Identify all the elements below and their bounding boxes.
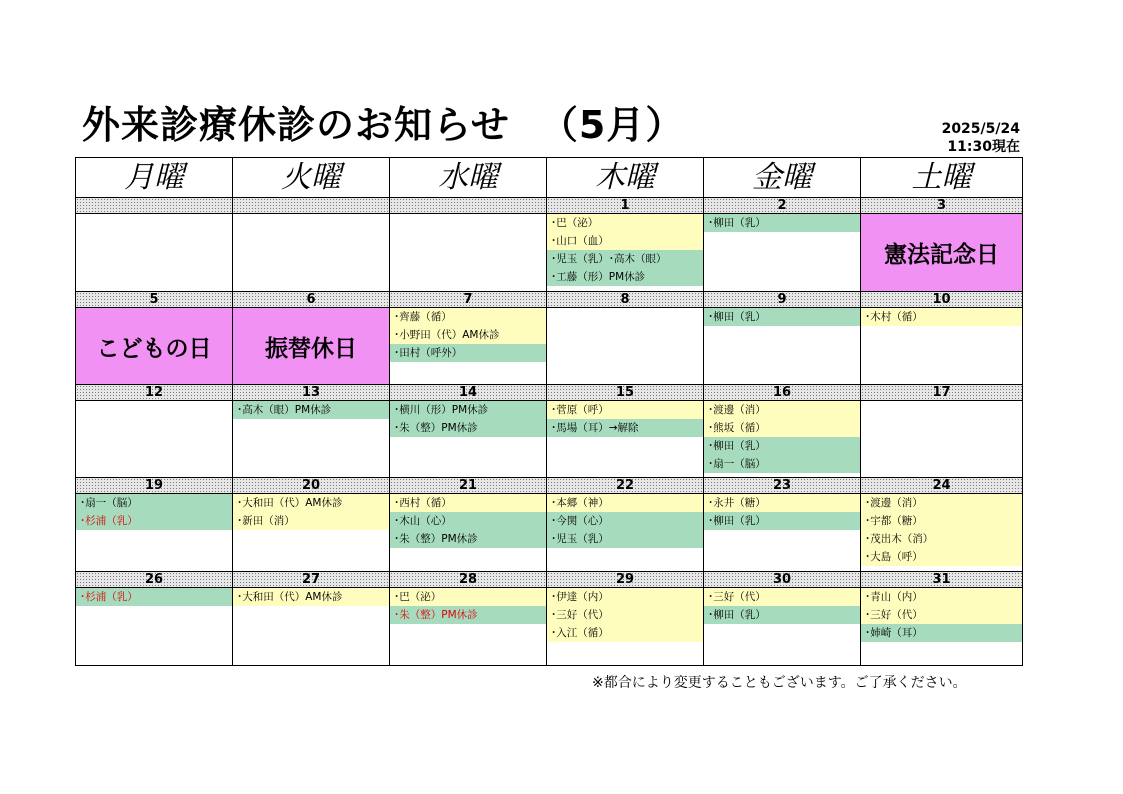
closure-entry: ･朱（整）PM休診 [390,530,546,548]
day-number [76,198,232,214]
closure-entry: ･柳田（乳） [704,437,860,455]
closure-entry: ･児玉（乳） [547,530,703,548]
closure-entry: ･柳田（乳） [704,214,860,232]
day-number: 16 [704,385,860,401]
week-row [76,572,1022,665]
week-row [76,198,1022,292]
closure-entry: ･小野田（代）AM休診 [390,326,546,344]
closure-entry: ･大島（呼） [861,548,1022,566]
day-cell [76,385,233,477]
day-cell [547,198,704,291]
closure-entry: ･山口（血） [547,232,703,250]
day-number: 26 [76,572,232,588]
day-number: 15 [547,385,703,401]
closure-entry: ･柳田（乳） [704,512,860,530]
closure-list [704,214,860,232]
calendar-grid [75,157,1023,666]
closure-list [861,588,1022,642]
weekday-wednesday: 水曜 [390,158,547,197]
closure-entry: ･横川（形）PM休診 [390,401,546,419]
closure-entry: ･巴（泌） [390,588,546,606]
day-cell [233,292,390,384]
closure-entry: ･入江（循） [547,624,703,642]
day-number [233,198,389,214]
closure-entry: ･杉浦（乳） [76,512,232,530]
closure-list [704,308,860,326]
day-cell [390,478,547,571]
week-row [76,292,1022,385]
closure-list [233,588,389,606]
week-row [76,478,1022,572]
weekday-tuesday: 火曜 [233,158,390,197]
closure-entry: ･柳田（乳） [704,308,860,326]
day-cell [704,198,861,291]
holiday-label: こどもの日 [76,308,232,384]
closure-entry: ･本郷（神） [547,494,703,512]
closure-list [390,494,546,548]
day-number: 12 [76,385,232,401]
day-cell [390,292,547,384]
closure-entry: ･永井（糖） [704,494,860,512]
day-number: 20 [233,478,389,494]
day-cell [861,572,1022,665]
closure-entry: ･菅原（呼） [547,401,703,419]
day-number: 17 [861,385,1022,401]
day-number: 5 [76,292,232,308]
day-cell [76,572,233,665]
day-cell [76,198,233,291]
day-number: 14 [390,385,546,401]
day-number: 24 [861,478,1022,494]
day-cell [390,385,547,477]
title-month: （5月） [539,103,685,147]
day-number: 2 [704,198,860,214]
holiday-label: 振替休日 [233,308,389,384]
day-cell [76,292,233,384]
closure-list [547,401,703,437]
as-of-stamp [920,120,1020,156]
day-cell [861,385,1022,477]
day-number: 8 [547,292,703,308]
day-number: 1 [547,198,703,214]
closure-list [704,588,860,624]
closure-entry: ･茂出木（消） [861,530,1022,548]
day-cell [233,198,390,291]
closure-list [547,214,703,286]
day-cell [233,572,390,665]
closure-entry: ･朱（整）PM休診 [390,606,546,624]
closure-entry: ･青山（内） [861,588,1022,606]
week-row [76,385,1022,478]
day-cell [861,292,1022,384]
day-number: 10 [861,292,1022,308]
day-cell [390,198,547,291]
day-number: 19 [76,478,232,494]
day-number: 29 [547,572,703,588]
day-cell [76,478,233,571]
day-cell [547,385,704,477]
closure-list [861,308,1022,326]
page-title [82,100,684,150]
closure-entry: ･田村（呼外） [390,344,546,362]
closure-entry: ･西村（循） [390,494,546,512]
footer-note: ※都合により変更することもございます。ご了承ください。 [592,675,967,691]
holiday-label: 憲法記念日 [861,214,1022,291]
weekday-thursday: 木曜 [547,158,704,197]
weekday-monday: 月曜 [76,158,233,197]
closure-entry: ･三好（代） [547,606,703,624]
closure-entry: ･今関（心） [547,512,703,530]
day-number: 30 [704,572,860,588]
day-cell [547,292,704,384]
closure-list [76,494,232,530]
closure-list [390,308,546,362]
closure-entry: ･朱（整）PM休診 [390,419,546,437]
weekday-saturday: 土曜 [911,160,972,195]
as-of-date: 2025/5/24 [941,121,1020,137]
day-number: 9 [704,292,860,308]
closure-entry: ･扇一（脳） [76,494,232,512]
closure-entry: ･渡邊（消） [704,401,860,419]
day-number: 22 [547,478,703,494]
day-cell [390,572,547,665]
closure-list [547,588,703,642]
closure-entry: ･熊坂（循） [704,419,860,437]
closure-list [390,401,546,437]
day-number: 31 [861,572,1022,588]
closure-entry: ･馬場（耳）→解除 [547,419,703,437]
closure-entry: ･木山（心） [390,512,546,530]
closure-entry: ･杉浦（乳） [76,588,232,606]
closure-entry: ･齊藤（循） [390,308,546,326]
closure-entry: ･新田（消） [233,512,389,530]
closure-entry: ･渡邊（消） [861,494,1022,512]
weekday-header [76,158,1022,198]
day-number: 23 [704,478,860,494]
day-number: 28 [390,572,546,588]
closure-entry: ･姉崎（耳） [861,624,1022,642]
closure-list [390,588,546,624]
day-number: 27 [233,572,389,588]
day-cell [547,478,704,571]
day-cell [704,385,861,477]
closure-entry: ･児玉（乳）･高木（眼） [547,250,703,268]
day-number: 7 [390,292,546,308]
closure-list [704,401,860,473]
closure-list [547,494,703,548]
day-cell [233,385,390,477]
day-number: 21 [390,478,546,494]
closure-list [76,588,232,606]
closure-list [704,494,860,530]
day-cell [704,572,861,665]
day-cell [547,572,704,665]
day-cell [861,478,1022,571]
closure-entry: ･大和田（代）AM休診 [233,588,389,606]
closure-list [233,401,389,419]
closure-entry: ･柳田（乳） [704,606,860,624]
weekday-friday: 金曜 [704,158,861,197]
closure-list [233,494,389,530]
day-cell [704,292,861,384]
closure-entry: ･伊達（内） [547,588,703,606]
closure-entry: ･木村（循） [861,308,1022,326]
day-number: 6 [233,292,389,308]
day-cell [704,478,861,571]
closure-entry: ･扇一（脳） [704,455,860,473]
closure-list [861,494,1022,566]
closure-entry: ･高木（眼）PM休診 [233,401,389,419]
day-number: 13 [233,385,389,401]
closure-entry: ･宇都（糖） [861,512,1022,530]
day-number: 3 [861,198,1022,214]
day-cell [233,478,390,571]
closure-entry: ･三好（代） [704,588,860,606]
as-of-time: 11:30現在 [947,139,1020,155]
day-cell [861,198,1022,291]
closure-entry: ･巴（泌） [547,214,703,232]
title-text: 外来診療休診のお知らせ [82,103,510,147]
closure-entry: ･三好（代） [861,606,1022,624]
closure-entry: ･工藤（形）PM休診 [547,268,703,286]
day-number [390,198,546,214]
closure-entry: ･大和田（代）AM休診 [233,494,389,512]
